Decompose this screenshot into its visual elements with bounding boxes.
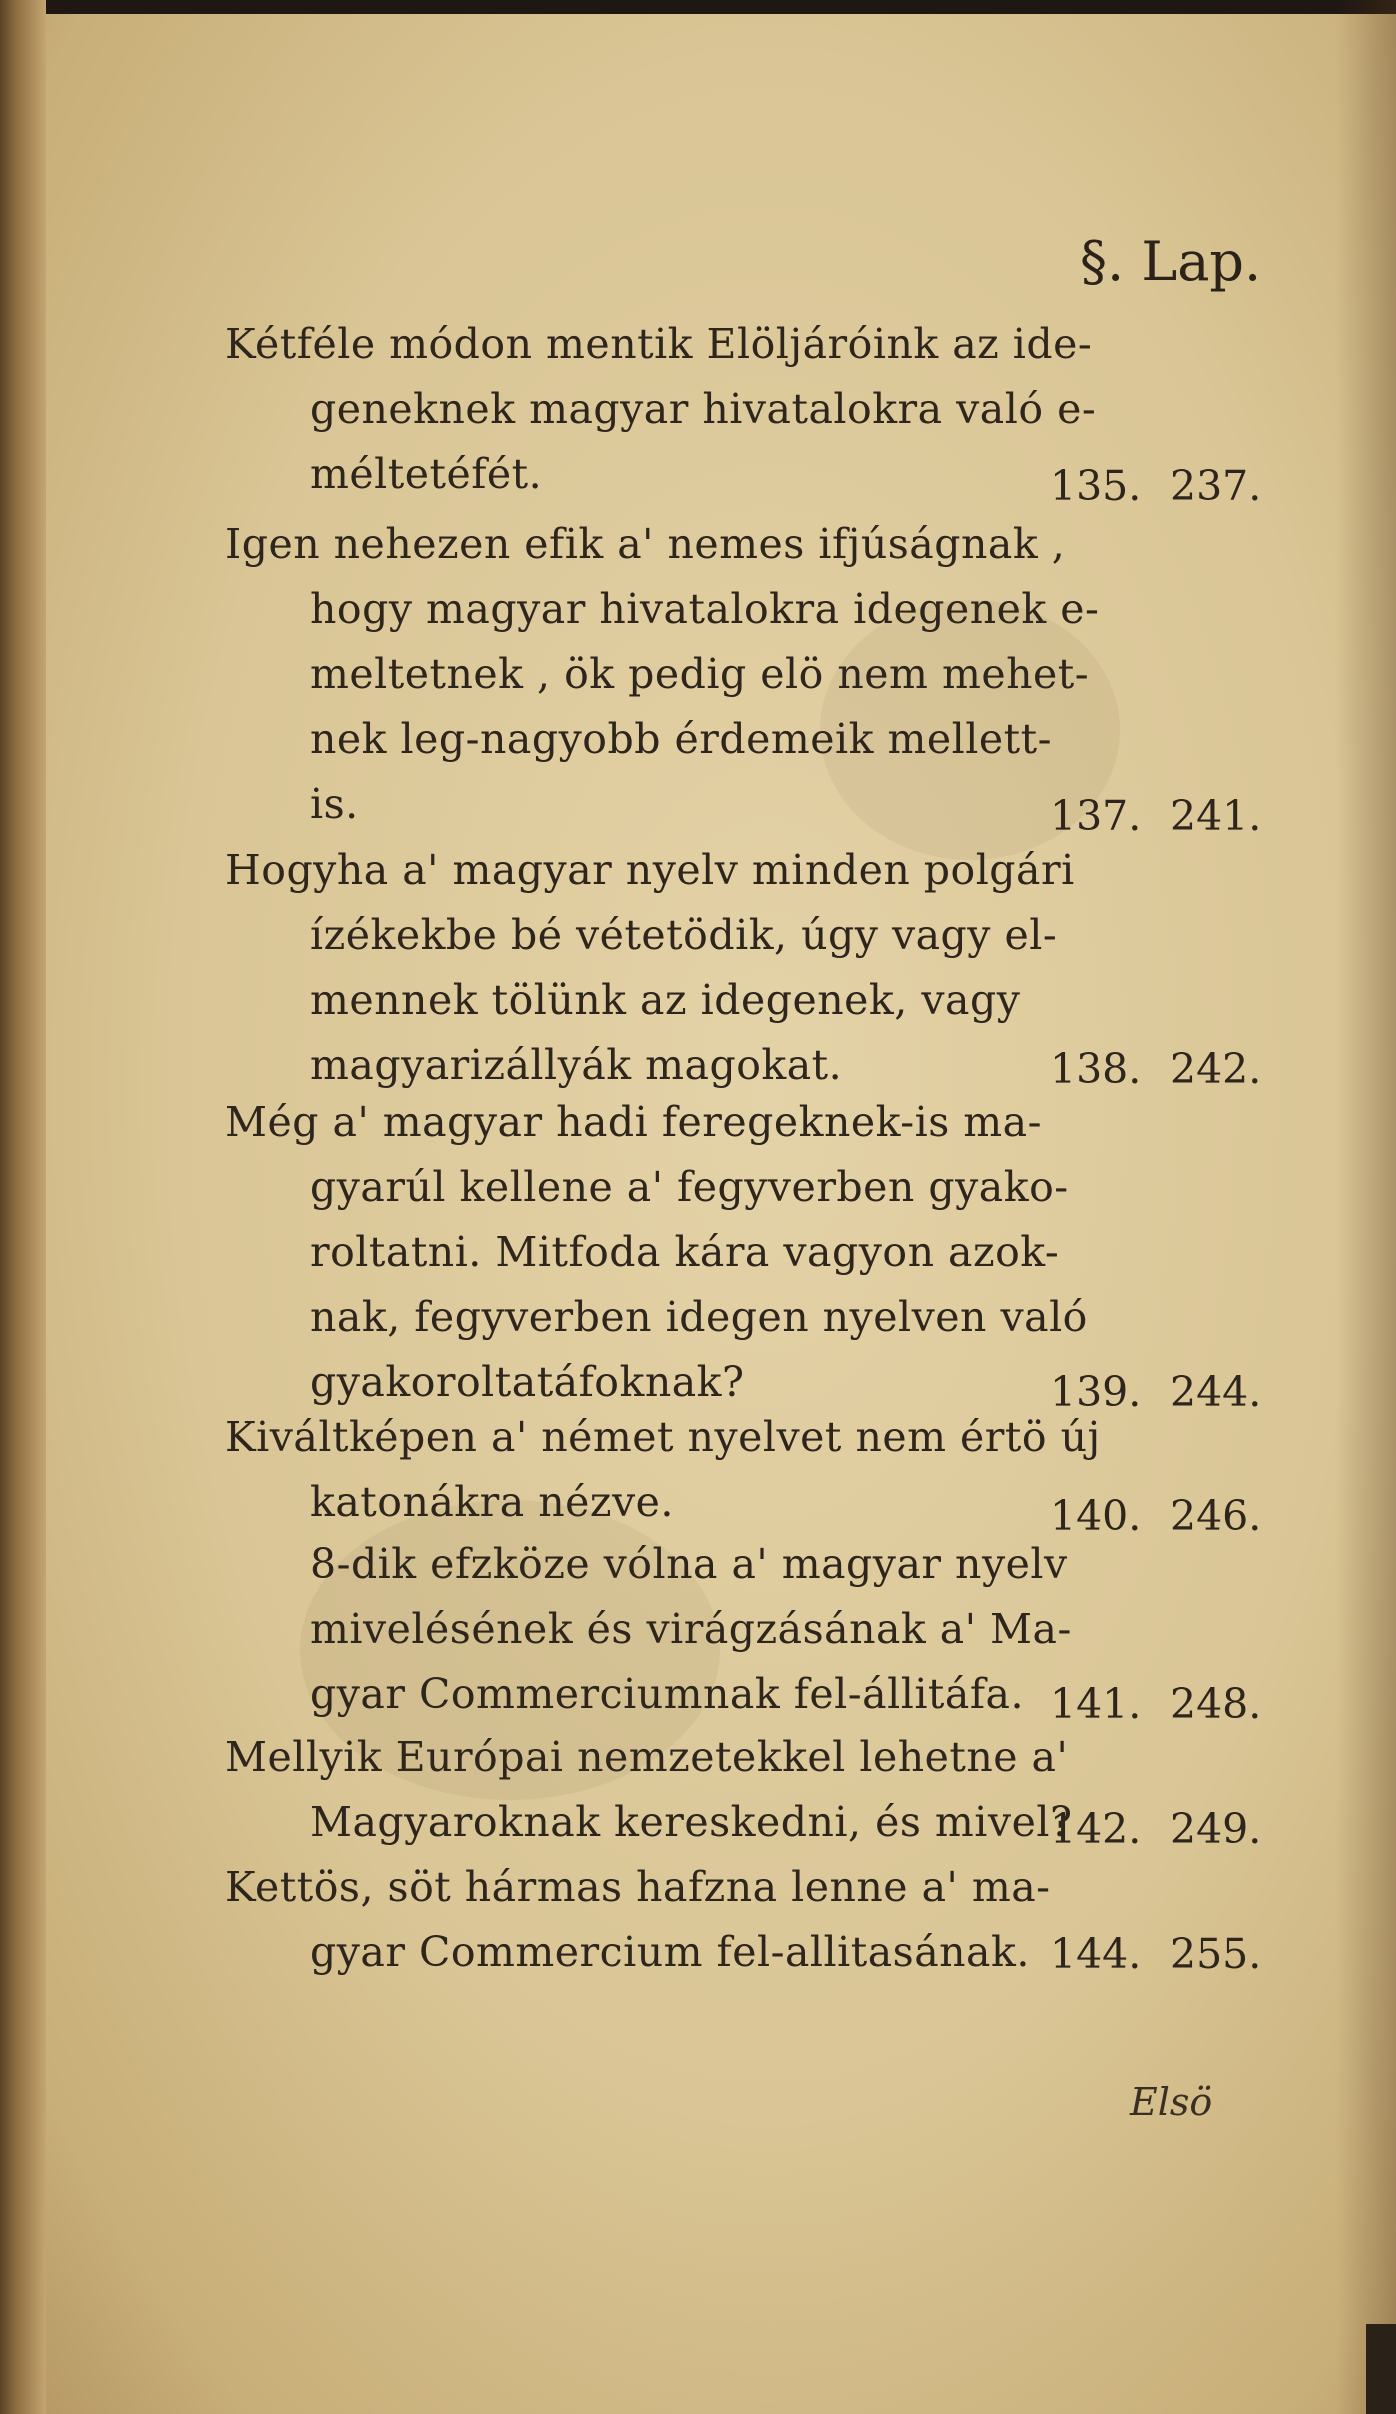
entry-line: ízékekbe bé vétetödik, úgy vagy el- <box>310 911 1058 959</box>
section-number: 135. <box>1050 462 1142 510</box>
page-number: 242. <box>1170 1045 1262 1093</box>
page-number: 237. <box>1170 462 1262 510</box>
entry-line: Kettös, söt hármas hafzna lenne a' ma- <box>225 1863 1051 1911</box>
toc-entry <box>225 512 1305 837</box>
entry-line: Hogyha a' magyar nyelv minden polgári <box>225 846 1075 894</box>
toc-entry <box>225 1090 1305 1415</box>
catchword: Elsö <box>1130 2080 1213 2124</box>
entry-line: is. <box>310 780 359 828</box>
entry-line: gyar Commercium fel-allitasának. <box>310 1928 1030 1976</box>
section-number: 142. <box>1050 1805 1142 1853</box>
section-number: 141. <box>1050 1680 1142 1728</box>
section-number: 139. <box>1050 1368 1142 1416</box>
entry-line: gyakoroltatáfoknak? <box>310 1358 745 1406</box>
entry-line: Magyaroknak kereskedni, és mivel? <box>310 1798 1073 1846</box>
entry-line: hogy magyar hivatalokra idegenek e- <box>310 585 1100 633</box>
entry-line: méltetéfét. <box>310 450 543 498</box>
page-number: 244. <box>1170 1368 1262 1416</box>
page-edge-shadow <box>1336 0 1396 2414</box>
entry-line: geneknek magyar hivatalokra való e- <box>310 385 1097 433</box>
entry-line: roltatni. Mitfoda kára vagyon azok- <box>310 1228 1060 1276</box>
entry-line: nek leg-nagyobb érdemeik mellett- <box>310 715 1052 763</box>
toc-entry <box>225 1532 1305 1727</box>
entry-line: meltetnek , ök pedig elö nem mehet- <box>310 650 1090 698</box>
entry-line: 8-dik efzköze vólna a' magyar nyelv <box>310 1540 1068 1588</box>
page-number: 255. <box>1170 1930 1262 1978</box>
page-number: 249. <box>1170 1805 1262 1853</box>
entry-line: mennek tölünk az idegenek, vagy <box>310 976 1021 1024</box>
entry-line: magyarizállyák magokat. <box>310 1041 843 1089</box>
page-top-edge <box>0 0 1396 14</box>
page-number: 241. <box>1170 792 1262 840</box>
page-header: §. Lap. <box>1080 230 1262 293</box>
section-number: 144. <box>1050 1930 1142 1978</box>
entry-line: Még a' magyar hadi feregeknek-is ma- <box>225 1098 1042 1146</box>
book-binding <box>0 0 46 2414</box>
section-number: 140. <box>1050 1492 1142 1540</box>
entry-line: gyar Commerciumnak fel-állitáfa. <box>310 1670 1025 1718</box>
entry-line: nak, fegyverben idegen nyelven való <box>310 1293 1088 1341</box>
toc-entry <box>225 1725 1305 1855</box>
entry-line: Mellyik Európai nemzetekkel lehetne a' <box>225 1733 1069 1781</box>
toc-entry <box>225 838 1305 1098</box>
page-corner-shadow <box>1366 2324 1396 2414</box>
section-number: 137. <box>1050 792 1142 840</box>
entry-line: katonákra nézve. <box>310 1478 674 1526</box>
entry-line: gyarúl kellene a' fegyverben gyako- <box>310 1163 1069 1211</box>
entry-line: Igen nehezen efik a' nemes ifjúságnak , <box>225 520 1066 568</box>
page-number: 246. <box>1170 1492 1262 1540</box>
entry-line: Kétféle módon mentik Elöljáróink az ide- <box>225 320 1093 368</box>
entry-line: Kiváltképen a' német nyelvet nem értö új <box>225 1413 1101 1461</box>
toc-entry <box>225 312 1305 507</box>
toc-entry <box>225 1855 1305 1985</box>
section-number: 138. <box>1050 1045 1142 1093</box>
entry-line: mivelésének és virágzásának a' Ma- <box>310 1605 1072 1653</box>
page-number: 248. <box>1170 1680 1262 1728</box>
toc-entry <box>225 1405 1305 1535</box>
